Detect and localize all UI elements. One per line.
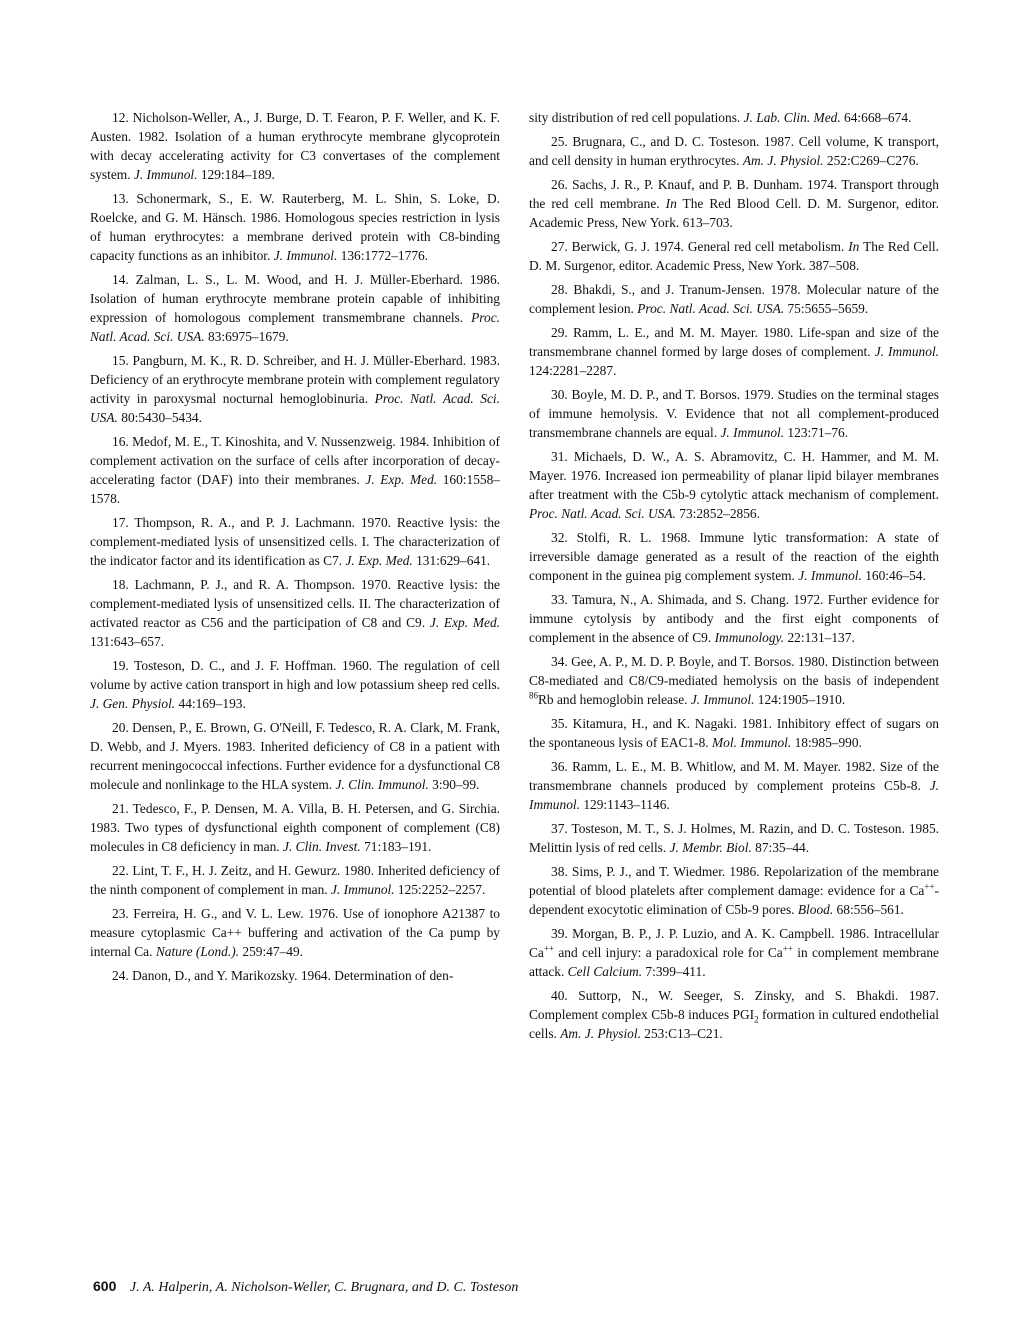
reference-item: 27. Berwick, G. J. 1974. General red cell metabolism. In The Red Cell. D. M. Surgenor, editor. Academic Press, New York. 387–508.: [529, 239, 939, 273]
reference-item: 25. Brugnara, C., and D. C. Tosteson. 1987. Cell volume, K transport, and cell density in human erythrocytes. Am. J. Physiol. 252:C269–C276.: [529, 134, 939, 168]
reference-item: 23. Ferreira, H. G., and V. L. Lew. 1976. Use of ionophore A21387 to measure cytoplasmic Ca++ buffering and activation of the Ca pump by internal Ca. Nature (Lond.). 259:47–49.: [90, 906, 500, 959]
reference-item: 34. Gee, A. P., M. D. P. Boyle, and T. Borsos. 1980. Distinction between C8-mediated and C8/C9-mediated hemolysis on the basis of independent $^{86}$Rb and hemoglobin release. J. Immunol. 124:1905–1910.: [529, 654, 939, 707]
reference-item: 40. Suttorp, N., W. Seeger, S. Zinsky, and S. Bhakdi. 1987. Complement complex C5b-8 induces $PGI_2$ formation in cultured endothelial cells. Am. J. Physiol. 253:C13–C21.: [529, 988, 939, 1041]
reference-item: 17. Thompson, R. A., and P. J. Lachmann. 1970. Reactive lysis: the complement-mediated lysis of unsensitized cells. I. The characterization of the indicator factor and its identification as C7. J. Exp. Med. 131:629–641.: [90, 515, 500, 568]
reference-item: 33. Tamura, N., A. Shimada, and S. Chang. 1972. Further evidence for immune cytolysis by antibody and the first eight components of complement in the absence of C9. Immunology. 22:131–137.: [529, 592, 939, 645]
reference-item: 14. Zalman, L. S., L. M. Wood, and H. J. Müller-Eberhard. 1986. Isolation of human erythrocyte membrane protein capable of inhibiting expression of homologous complement transmembrane channels. Proc. Natl. Acad. Sci. USA. 83:6975–1679.: [90, 272, 500, 344]
reference-item: 35. Kitamura, H., and K. Nagaki. 1981. Inhibitory effect of sugars on the spontaneous lysis of EAC1-8. Mol. Immunol. 18:985–990.: [529, 716, 939, 750]
reference-item: 13. Schonermark, S., E. W. Rauterberg, M. L. Shin, S. Loke, D. Roelcke, and G. M. Hänsch. 1986. Homologous species restriction in lysis of human erythrocytes: a membrane derived protein with C8-binding capacity functions as an inhibitor. J. Immunol. 136:1772–1776.: [90, 191, 500, 263]
reference-item: 19. Tosteson, D. C., and J. F. Hoffman. 1960. The regulation of cell volume by active cation transport in high and low potassium sheep red cells. J. Gen. Physiol. 44:169–193.: [90, 658, 500, 711]
reference-item: 24. Danon, D., and Y. Marikozsky. 1964. Determination of den-: [112, 968, 454, 983]
reference-item: 39. Morgan, B. P., J. P. Luzio, and A. K. Campbell. 1986. Intracellular Ca++ and cell injury: a paradoxical role for Ca++ in complement membrane attack. Cell Calcium. 7:399–411.: [529, 926, 939, 979]
reference-item: 16. Medof, M. E., T. Kinoshita, and V. Nussenzweig. 1984. Inhibition of complement activation on the surface of cells after incorporation of decay-accelerating factor (DAF) into their membranes. J. Exp. Med. 160:1558–1578.: [90, 434, 501, 506]
reference-continuation: sity distribution of red cell populations. J. Lab. Clin. Med. 64:668–674.: [529, 110, 912, 125]
references-left-column: [90, 108, 500, 990]
reference-item: 18. Lachmann, P. J., and R. A. Thompson. 1970. Reactive lysis: the complement-mediated lysis of unsensitized cells. II. The characterization of activated reactor as C56 and the participation of C8 and C9. J. Exp. Med. 131:643–657.: [90, 577, 501, 649]
page-number: 600: [93, 1278, 117, 1294]
reference-item: 15. Pangburn, M. K., R. D. Schreiber, and H. J. Müller-Eberhard. 1983. Deficiency of an erythrocyte membrane protein with complement regulatory activity in paroxysmal nocturnal hemoglobinuria. Proc. Natl. Acad. Sci. USA. 80:5430–5434.: [90, 353, 500, 425]
reference-item: 29. Ramm, L. E., and M. M. Mayer. 1980. Life-span and size of the transmembrane channel formed by large doses of complement. J. Immunol. 124:2281–2287.: [529, 325, 940, 378]
references-right-column: [529, 108, 939, 1048]
reference-item: 28. Bhakdi, S., and J. Tranum-Jensen. 1978. Molecular nature of the complement lesion. Proc. Natl. Acad. Sci. USA. 75:5655–5659.: [529, 282, 939, 316]
running-authors: J. A. Halperin, A. Nicholson-Weller, C. Brugnara, and D. C. Tosteson: [129, 1280, 519, 1295]
reference-item: 22. Lint, T. F., H. J. Zeitz, and H. Gewurz. 1980. Inherited deficiency of the ninth component of complement in man. J. Immunol. 125:2252–2257.: [90, 863, 500, 897]
reference-item: 38. Sims, P. J., and T. Wiedmer. 1986. Repolarization of the membrane potential of blood platelets after complement damage: evidence for a Ca++-dependent exocytotic elimination of C5b-9 pores. Blood. 68:556–561.: [529, 864, 939, 917]
page-footer: [93, 1278, 518, 1296]
reference-item: 12. Nicholson-Weller, A., J. Burge, D. T. Fearon, P. F. Weller, and K. F. Austen. 1982. Isolation of a human erythrocyte membrane glycoprotein with decay accelerating activity for C3 convertases of the complement system. J. Immunol. 129:184–189.: [90, 110, 500, 182]
reference-item: 26. Sachs, J. R., P. Knauf, and P. B. Dunham. 1974. Transport through the red cell membrane. In The Red Blood Cell. D. M. Surgenor, editor. Academic Press, New York. 613–703.: [529, 177, 939, 230]
reference-item: 30. Boyle, M. D. P., and T. Borsos. 1979. Studies on the terminal stages of immune hemolysis. V. Evidence that not all complement-produced transmembrane channels are equal. J. Immunol. 123:71–76.: [529, 387, 939, 440]
reference-item: 36. Ramm, L. E., M. B. Whitlow, and M. M. Mayer. 1982. Size of the transmembrane channels produced by complement proteins C5b-8. J. Immunol. 129:1143–1146.: [529, 759, 939, 812]
reference-item: 37. Tosteson, M. T., S. J. Holmes, M. Razin, and D. C. Tosteson. 1985. Melittin lysis of red cells. J. Membr. Biol. 87:35–44.: [529, 821, 939, 855]
reference-item: 20. Densen, P., E. Brown, G. O'Neill, F. Tedesco, R. A. Clark, M. Frank, D. Webb, and J. Myers. 1983. Inherited deficiency of C8 in a patient with recurrent meningococcal infections. Further evidence for a dysfunctional C8 molecule and nonlinkage to the HLA system. J. Clin. Immunol. 3:90–99.: [90, 720, 500, 792]
reference-item: 31. Michaels, D. W., A. S. Abramovitz, C. H. Hammer, and M. M. Mayer. 1976. Increased ion permeability of planar lipid bilayer membranes after treatment with the C5b-9 cytolytic attack mechanism of complement. Proc. Natl. Acad. Sci. USA. 73:2852–2856.: [529, 449, 939, 521]
reference-item: 21. Tedesco, F., P. Densen, M. A. Villa, B. H. Petersen, and G. Sirchia. 1983. Two types of dysfunctional eighth component of complement (C8) molecules in C8 deficiency in man. J. Clin. Invest. 71:183–191.: [90, 801, 500, 854]
reference-item: 32. Stolfi, R. L. 1968. Immune lytic transformation: A state of irreversible damage generated as a result of the reaction of the eighth component in the guinea pig complement system. J. Immunol. 160:46–54.: [529, 530, 939, 583]
